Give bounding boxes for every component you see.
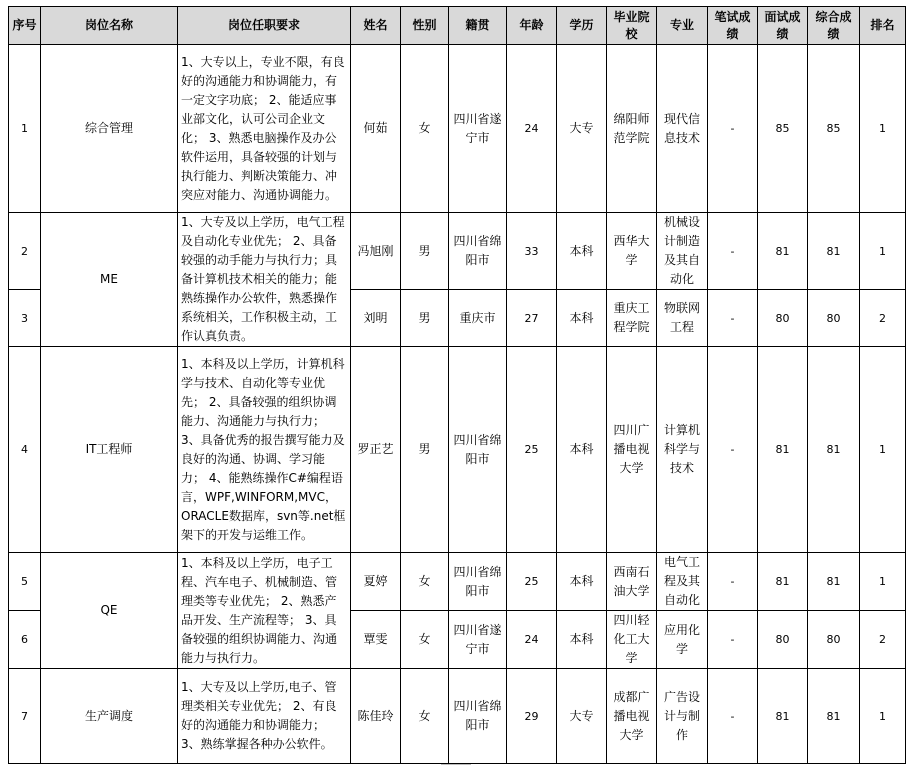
gender-cell: 女 bbox=[401, 669, 449, 764]
education-cell: 本科 bbox=[557, 213, 607, 290]
header-school: 毕业院校 bbox=[607, 7, 657, 45]
education-cell: 本科 bbox=[557, 553, 607, 611]
interview-score-cell: 81 bbox=[758, 669, 808, 764]
interview-score-cell: 80 bbox=[758, 611, 808, 669]
total-score-cell: 80 bbox=[808, 290, 860, 347]
major-cell: 应用化学 bbox=[657, 611, 708, 669]
position-cell: ME bbox=[41, 213, 178, 347]
header-total-score: 综合成绩 bbox=[808, 7, 860, 45]
row-no: 5 bbox=[9, 553, 41, 611]
header-rank: 排名 bbox=[860, 7, 906, 45]
row-no: 3 bbox=[9, 290, 41, 347]
rank-cell: 2 bbox=[860, 290, 906, 347]
major-cell: 物联网工程 bbox=[657, 290, 708, 347]
major-cell: 机械设计制造及其自动化 bbox=[657, 213, 708, 290]
origin-cell: 四川省绵阳市 bbox=[449, 347, 507, 553]
education-cell: 本科 bbox=[557, 290, 607, 347]
origin-cell: 四川省遂宁市 bbox=[449, 611, 507, 669]
rank-cell: 1 bbox=[860, 553, 906, 611]
school-cell: 四川轻化工大学 bbox=[607, 611, 657, 669]
rank-cell: 1 bbox=[860, 669, 906, 764]
school-cell: 成都广播电视大学 bbox=[607, 669, 657, 764]
requirements-cell: 1、大专及以上学历,电子、管理类相关专业优先； 2、有良好的沟通能力和协调能力； 3、熟练掌握各种办公软件。 bbox=[178, 669, 351, 764]
name-cell: 罗正艺 bbox=[351, 347, 401, 553]
table-row bbox=[9, 553, 906, 611]
age-cell: 24 bbox=[507, 611, 557, 669]
requirements-cell: 1、大专及以上学历，电气工程及自动化专业优先； 2、具备较强的动手能力与执行力；具备计算机技术相关的能力；能熟练操作办公软件，熟悉操作系统相关，工作积极主动，工作认真负责。 bbox=[178, 213, 351, 347]
school-cell: 绵阳师范学院 bbox=[607, 45, 657, 213]
origin-cell: 四川省绵阳市 bbox=[449, 669, 507, 764]
gender-cell: 男 bbox=[401, 347, 449, 553]
interview-score-cell: 81 bbox=[758, 553, 808, 611]
age-cell: 27 bbox=[507, 290, 557, 347]
written-score-cell: - bbox=[708, 553, 758, 611]
written-score-cell: - bbox=[708, 669, 758, 764]
total-score-cell: 85 bbox=[808, 45, 860, 213]
total-score-cell: 81 bbox=[808, 553, 860, 611]
written-score-cell: - bbox=[708, 290, 758, 347]
school-cell: 西南石油大学 bbox=[607, 553, 657, 611]
requirements-cell: 1、本科及以上学历，计算机科学与技术、自动化等专业优先； 2、具备较强的组织协调能力、沟通能力与执行力； 3、具备优秀的报告撰写能力及良好的沟通、协调、学习能力； 4、能熟练操作C#编程语言，WPF,WINFORM,MVC，ORACLE数据库，svn等.net框架下的开发与运维工作。 bbox=[178, 347, 351, 553]
position-cell: 生产调度 bbox=[41, 669, 178, 764]
requirements-cell: 1、本科及以上学历，电子工程、汽车电子、机械制造、管理类等专业优先； 2、熟悉产品开发、生产流程等； 3、具备较强的组织协调能力、沟通能力与执行力。 bbox=[178, 553, 351, 669]
major-cell: 电气工程及其自动化 bbox=[657, 553, 708, 611]
gender-cell: 男 bbox=[401, 213, 449, 290]
header-requirements: 岗位任职要求 bbox=[178, 7, 351, 45]
header-age: 年龄 bbox=[507, 7, 557, 45]
total-score-cell: 81 bbox=[808, 669, 860, 764]
age-cell: 29 bbox=[507, 669, 557, 764]
rank-cell: 2 bbox=[860, 611, 906, 669]
rank-cell: 1 bbox=[860, 347, 906, 553]
gender-cell: 男 bbox=[401, 290, 449, 347]
education-cell: 大专 bbox=[557, 669, 607, 764]
written-score-cell: - bbox=[708, 213, 758, 290]
written-score-cell: - bbox=[708, 347, 758, 553]
interview-score-cell: 81 bbox=[758, 213, 808, 290]
header-written-score: 笔试成绩 bbox=[708, 7, 758, 45]
name-cell: 夏婷 bbox=[351, 553, 401, 611]
age-cell: 24 bbox=[507, 45, 557, 213]
header-major: 专业 bbox=[657, 7, 708, 45]
interview-score-cell: 81 bbox=[758, 347, 808, 553]
interview-score-cell: 85 bbox=[758, 45, 808, 213]
school-cell: 西华大学 bbox=[607, 213, 657, 290]
row-no: 6 bbox=[9, 611, 41, 669]
gender-cell: 女 bbox=[401, 611, 449, 669]
origin-cell: 重庆市 bbox=[449, 290, 507, 347]
table-header-row bbox=[9, 7, 906, 45]
origin-cell: 四川省绵阳市 bbox=[449, 213, 507, 290]
major-cell: 现代信息技术 bbox=[657, 45, 708, 213]
gender-cell: 女 bbox=[401, 553, 449, 611]
header-origin: 籍贯 bbox=[449, 7, 507, 45]
table-row bbox=[9, 45, 906, 213]
education-cell: 本科 bbox=[557, 347, 607, 553]
table-row bbox=[9, 213, 906, 290]
rank-cell: 1 bbox=[860, 45, 906, 213]
interview-score-cell: 80 bbox=[758, 290, 808, 347]
major-cell: 计算机科学与技术 bbox=[657, 347, 708, 553]
rank-cell: 1 bbox=[860, 213, 906, 290]
education-cell: 大专 bbox=[557, 45, 607, 213]
name-cell: 冯旭刚 bbox=[351, 213, 401, 290]
row-no: 2 bbox=[9, 213, 41, 290]
header-no: 序号 bbox=[9, 7, 41, 45]
header-position: 岗位名称 bbox=[41, 7, 178, 45]
name-cell: 陈佳玲 bbox=[351, 669, 401, 764]
row-no: 7 bbox=[9, 669, 41, 764]
total-score-cell: 81 bbox=[808, 347, 860, 553]
school-cell: 重庆工程学院 bbox=[607, 290, 657, 347]
written-score-cell: - bbox=[708, 611, 758, 669]
age-cell: 25 bbox=[507, 553, 557, 611]
position-cell: QE bbox=[41, 553, 178, 669]
age-cell: 33 bbox=[507, 213, 557, 290]
table-row bbox=[9, 347, 906, 553]
education-cell: 本科 bbox=[557, 611, 607, 669]
row-no: 4 bbox=[9, 347, 41, 553]
results-sheet bbox=[8, 6, 906, 764]
header-education: 学历 bbox=[557, 7, 607, 45]
name-cell: 刘明 bbox=[351, 290, 401, 347]
header-gender: 性别 bbox=[401, 7, 449, 45]
header-interview-score: 面试成绩 bbox=[758, 7, 808, 45]
requirements-cell: 1、大专以上，专业不限，有良好的沟通能力和协调能力，有一定文字功底； 2、能适应事业部文化，认可公司企业文化； 3、熟悉电脑操作及办公软件运用，具备较强的计划与执行能力、判断决策能力、冲突应对能力、沟通协调能力。 bbox=[178, 45, 351, 213]
gender-cell: 女 bbox=[401, 45, 449, 213]
position-cell: 综合管理 bbox=[41, 45, 178, 213]
table-row bbox=[9, 669, 906, 764]
total-score-cell: 81 bbox=[808, 213, 860, 290]
written-score-cell: - bbox=[708, 45, 758, 213]
school-cell: 四川广播电视大学 bbox=[607, 347, 657, 553]
name-cell: 覃雯 bbox=[351, 611, 401, 669]
major-cell: 广告设计与制作 bbox=[657, 669, 708, 764]
header-name: 姓名 bbox=[351, 7, 401, 45]
name-cell: 何茹 bbox=[351, 45, 401, 213]
total-score-cell: 80 bbox=[808, 611, 860, 669]
row-no: 1 bbox=[9, 45, 41, 213]
origin-cell: 四川省遂宁市 bbox=[449, 45, 507, 213]
position-cell: IT工程师 bbox=[41, 347, 178, 553]
candidate-table bbox=[8, 6, 906, 764]
origin-cell: 四川省绵阳市 bbox=[449, 553, 507, 611]
age-cell: 25 bbox=[507, 347, 557, 553]
